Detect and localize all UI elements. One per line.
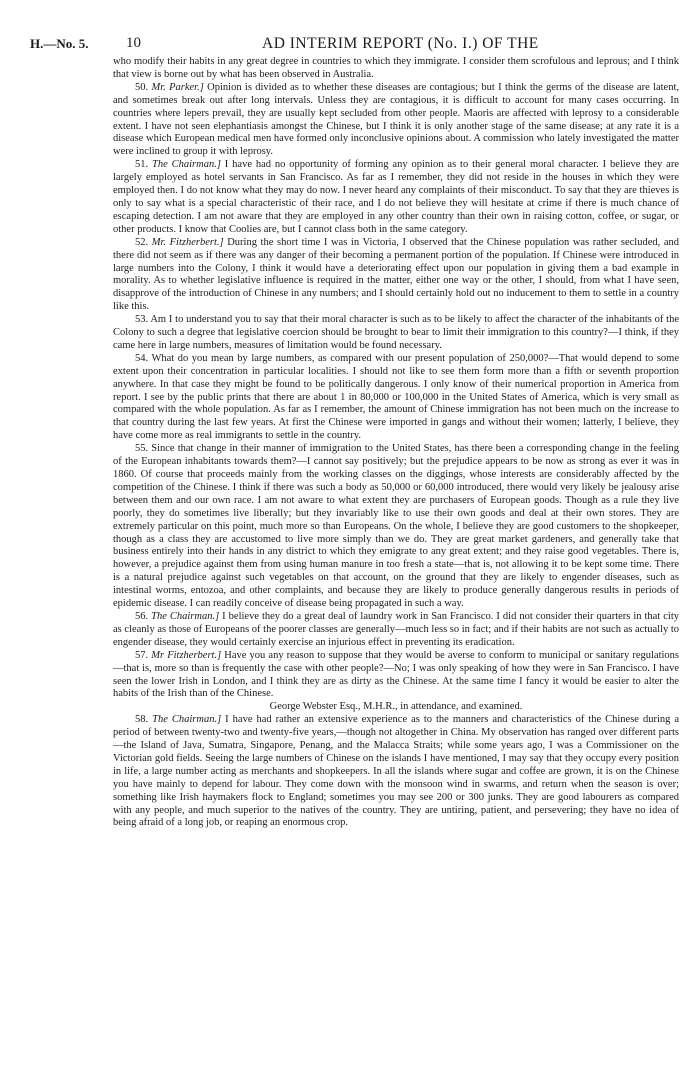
page-title: AD INTERIM REPORT (No. I.) OF THE <box>262 35 539 52</box>
speaker-label: The Chairman.] <box>152 714 222 726</box>
paragraph-number: 52. <box>135 236 149 248</box>
speaker-label: The Chairman.] <box>152 159 221 171</box>
paragraph-number: 53. <box>135 314 149 326</box>
paragraph-number: 58. <box>135 714 149 726</box>
body-text <box>113 56 679 830</box>
paragraph-text: Opinion is divided as to whether these diseases are contagious; but I think the germs of the disease are latent, and sometimes break out after long intervals. Unless they are contagious, it is difficult to account for many cases occurring. In countries where lepers prevail, they are usually kept secluded from other people. Maoris are affected with leprosy to a considerable extent. I have not seen elephantiasis amongst the Chinese, but I think it is only another stage of the same disease; at any rate it is a disease which European medical men have formed only inconclusive opinions about. A commission who lately investigated the matter were inclined to group it with leprosy. <box>113 81 680 158</box>
paragraph-text: I have had no opportunity of forming any opinion as to their general moral character. I believe they are largely employed as hotel servants in San Francisco. As far as I remember, they did not reside in the houses in which they were employed then. I do not know what they may do now. I never heard any complaints of their misconduct. To say that they are thieves is only to say what is a special characteristic of their race, and I do not believe they will hesitate at crime if there is much chance of escaping detection. I am not aware that they are employed in any other country than their own in raising cotton, coffee, or sugar, or other products. I know that Coolies are, but I cannot class both in the same category. <box>113 159 679 235</box>
paragraph-text: Since that change in their manner of immigration to the United States, has there been a corresponding change in the feeling of the European inhabitants towards them?—I cannot say positively; but the prejudice appears to be now as strong as ever it was in 1860. Of course that proceeds mainly from the working classes on the diggings, whose interests are considerably affected by the competition of the Chinese. I think if there was such a body as 50,000 or 60,000 introduced, there would very likely be jealousy arise between them and our own race. I am not aware to what extent they are purchasers of European goods. Though as a rule they live poorly, they do sometimes live liberally; but they invariably like to use their own goods and deal at their own stores. They are extremely particular on this point, much more so than Europeans. On the whole, I believe they are good customers to the shopkeeper, though as a class they are accustomed to live more simply than we do. They are great market gardeners, and generally take that business entirely into their hands in any district to which they emigrate to any great extent; and they raise good vegetables. There is, however, a prejudice against them from using human manure in too fresh a state—that is, not allowing it to be kept some time. There is a natural prejudice against such vegetables on that account, on the ground that they are likely to engender diseases, such as intestinal worms, entozoa, and other complaints, and because they are likely to produce generally dangerous results in periods of epidemic disease. I can readily conceive of disease being propagated in such a way. <box>113 443 679 610</box>
paragraph-51 <box>113 159 679 236</box>
paragraph-number: 56. <box>135 610 149 622</box>
speaker-label: Mr. Parker.] <box>151 81 204 93</box>
paragraph-54 <box>113 353 679 443</box>
witness-heading: George Webster Esq., M.H.R., in attendance, and examined. <box>269 701 523 713</box>
paragraph-number: 57. <box>135 649 149 661</box>
paragraph-57 <box>113 650 679 702</box>
speaker-label: Mr Fitzherbert.] <box>151 649 222 661</box>
page-number: 10 <box>126 35 141 51</box>
speaker-label: The Chairman.] <box>151 610 220 622</box>
paragraph-53 <box>113 314 679 353</box>
document-reference: H.—No. 5. <box>30 36 89 51</box>
paragraph-text: I believe they do a great deal of laundry work in San Francisco. I did not consider their quarters in that city as cleanly as those of Europeans of the poorer classes are generally—much less so in fact; and if their habits are not such as actually to engender disease, they would certainly exercise an injurious effect in preventing its eradication. <box>113 610 679 648</box>
paragraph-text: During the short time I was in Victoria, I observed that the Chinese population was rather secluded, and there did not seem as if there was any danger of their becoming a permanent portion of the population. If Chinese were introduced in large numbers into the Colony, I think it would have a deteriorating effect upon our population in giving them a bad example in morality. As to whether legislative influence is required in the matter, either one way or the other, I should, from what I have seen, disapprove of the introduction of Chinese in any numbers; and I should certainly hold out no inducement to them to settle in a country like this. <box>113 236 680 313</box>
paragraph-55 <box>113 443 679 611</box>
paragraph-50 <box>113 82 679 159</box>
paragraph-56 <box>113 611 679 650</box>
paragraph-number: 51. <box>135 159 149 171</box>
paragraph-52 <box>113 237 679 314</box>
paragraph-text: I have had rather an extensive experience as to the manners and characteristics of the Chinese during a period of between twenty-two and twenty-five years,—though not altogether in China. My observation has ranged over different parts—the Island of Java, Sumatra, Singapore, Penang, and the Malacca Straits; while some years ago, I was a Commissioner on the Victorian gold fields. Seeing the large numbers of Chinese on the islands I have mentioned, I may say that they occupy every position in life, a large number acting as merchants and shopkeepers. In all the islands where sugar and coffee are grown, it is on the Chinese you have mainly to depend for labour. They come down with the monsoon wind in swarms, and return when the season is over; something like Irish haymakers flock to England; sometimes you may see 200 or 300 junks. They are good labourers as compared with any people, and much superior to the natives of the country. They are untiring, patient, and persevering; they have no idea of being afraid of a long job, or reaping an enormous crop. <box>113 714 680 829</box>
paragraph-text: Am I to understand you to say that their moral character is such as to be likely to affect the character of the inhabitants of the Colony to such a degree that legislative coercion should be brought to bear to limit their immigration to this country?—I think, if they came here in large numbers, measures of limitation would be found necessary. <box>113 314 679 351</box>
paragraph-number: 50. <box>135 81 149 93</box>
running-header <box>30 36 678 56</box>
paragraph-number: 54. <box>135 352 149 364</box>
speaker-label: Mr. Fitzherbert.] <box>151 236 224 248</box>
paragraph-text: Have you any reason to suppose that they would be averse to conform to municipal or sanitary regulations—that is, more so than is frequently the case with other people?—No; I was only speaking of how they were in San Francisco. I have seen the lower Irish in London, and I think they are as dirty as the Chinese. At the same time I fancy it would be easier to alter the habits of the Irish than of the Chinese. <box>113 649 680 700</box>
paragraph-text: who modify their habits in any great degree in countries to which they immigrate. I consider them scrofulous and leprous; and I think that view is borne out by what has been observed in Australia. <box>113 56 679 80</box>
paragraph-58 <box>113 714 679 830</box>
paragraph-continued <box>113 56 679 82</box>
paragraph-number: 55. <box>135 443 149 455</box>
paragraph-text: What do you mean by large numbers, as compared with our present population of 250,000?—That would depend to some extent upon their concentration in particular localities. I should not like to see them form more than a fifth or seventh proportion anywhere. In that case they might be found to be politically dangerous. I only know of their numerical proportion in America from report. I see by the public prints that there are about 1 in 80,000 or 100,000 in the United States of America, which is very small as compared with the whole population. As far as I remember, the amount of Chinese immigration has not been much on the increase to that country during the last few years. At first the Chinese were imported in gangs and without their women; latterly, I believe, they have come more as real immigrants to settle in the country. <box>113 352 679 442</box>
